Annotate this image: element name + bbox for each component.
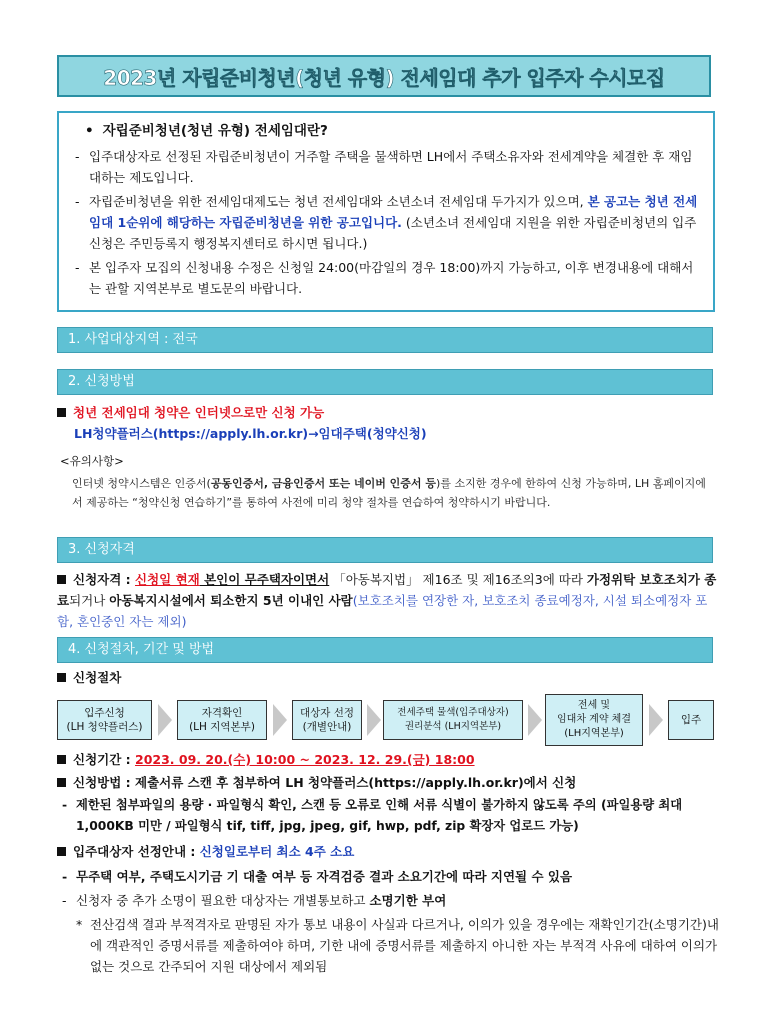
arrow-right-icon [367, 704, 381, 736]
procedure-label: 신청절차 [57, 668, 121, 688]
square-bullet-icon [57, 575, 66, 584]
square-bullet-icon [57, 408, 66, 417]
square-bullet-icon [57, 755, 66, 764]
intro-heading: • 자립준비청년(청년 유형) 전세임대란? [85, 121, 699, 142]
apply-link[interactable]: LH청약플러스(https://apply.lh.or.kr)→임대주택(청약신청) [74, 426, 427, 441]
how-line: 신청방법 : 제출서류 스캔 후 첨부하여 LH 청약플러스(https://apply.lh.or.kr)에서 신청 [57, 773, 717, 793]
step-verify: 자격확인 (LH 지역본부) [177, 700, 267, 740]
section-header-procedure: 4. 신청절차, 기간 및 방법 [57, 637, 713, 663]
step-contract: 전세 및 임대차 계약 체결 (LH지역본부) [545, 694, 643, 746]
how-detail: - 제한된 첨부파일의 용량 · 파일형식 확인, 스캔 등 오류로 인해 서류 식별이 불가하지 않도록 주의 (파일용량 최대 1,000KB 미만 / 파일형식 tif, tiff, jpg, jpeg, gif, hwp, pdf, zip 확장자 업로드 가능) [60, 795, 720, 840]
step-apply: 입주신청 (LH 청약플러스) [57, 700, 152, 740]
square-bullet-icon [57, 847, 66, 856]
section-header-qualification: 3. 신청자격 [57, 537, 713, 563]
qualification-text: 신청자격 : 신청일 현재 본인이 무주택자이면서 「아동복지법」 제16조 및 제16조의3에 따라 가정위탁 보호조치가 종료되거나 아동복지시설에서 퇴소한지 5년 이내인 사람(보호조치를 연장한 자, 보호조치 종료예정자, 시설 퇴소예정자 포함, 혼인중인 자는 제외) [57, 572, 717, 629]
section-header-method: 2. 신청방법 [57, 369, 713, 395]
asterisk-icon: * [76, 917, 83, 932]
intro-highlight: 본 공고는 청년 전세임대 1순위에 해당하는 자립준비청년을 위한 공고입니다. [89, 194, 698, 230]
intro-box [57, 111, 715, 312]
page-title: 2023년 자립준비청년(청년 유형) 전세임대 추가 입주자 수시모집 [57, 55, 711, 97]
step-move-in: 입주 [668, 700, 714, 740]
arrow-right-icon [649, 704, 663, 736]
selection-line: 입주대상자 선정안내 : 신청일로부터 최소 4주 소요 [57, 842, 354, 862]
procedure-flow [57, 694, 717, 750]
intro-item: - 본 입주자 모집의 신청내용 수정은 신청일 24:00(마감일의 경우 18:00)까지 가능하고, 이후 변경내용에 대해서는 관할 지역본부로 별도문의 바랍니다. [73, 257, 699, 299]
step-select: 대상자 선정 (개별안내) [292, 700, 362, 740]
section-header-region: 1. 사업대상지역 : 전국 [57, 327, 713, 353]
intro-item: - 자립준비청년을 위한 전세임대제도는 청년 전세임대와 소년소녀 전세임대 두가지가 있으며, 본 공고는 청년 전세임대 1순위에 해당하는 자립준비청년을 위한 공고입니다. (소년소녀 전세임대 지원을 위한 자립준비청년의 입주신청은 주민등록지 행정복지센터로 하시면 됩니다.) [73, 191, 699, 254]
method-line: 청년 전세임대 청약은 인터넷으로만 신청 가능 [57, 403, 324, 423]
arrow-right-icon [158, 704, 172, 736]
intro-item: - 입주대상자로 선정된 자립준비청년이 거주할 주택을 물색하면 LH에서 주택소유자와 전세계약을 체결한 후 재임대하는 제도입니다. [73, 146, 699, 188]
arrow-right-icon [273, 704, 287, 736]
caution-text: 인터넷 청약시스템은 인증서(공동인증서, 금융인증서 또는 네이버 인증서 등)를 소지한 경우에 한하여 신청 가능하며, LH 홈페이지에서 제공하는 “청약신청 연습하기”를 통하여 사전에 미리 청약 절차를 연습하여 청약하시기 바랍니다. [72, 477, 706, 509]
arrow-right-icon [528, 704, 542, 736]
square-bullet-icon [57, 778, 66, 787]
selection-details: - 무주택 여부, 주택도시기금 기 대출 여부 등 자격검증 결과 소요기간에 따라 지연될 수 있음 - 신청자 중 추가 소명이 필요한 대상자는 개별통보하고 소명기한 부여 * 전산검색 결과 부적격자로 판명된 자가 통보 내용이 사실과 다르거나, 이의가 있을 경우에는 재확인기간(소명기간)내에 객관적인 증명서류를 제출하여야 하며, 기한 내에 증명서류를 제출하지 아니한 자는 부적격 사유에 대하여 이의가 없는 것으로 간주되어 지원 대상에서 제외됨 [60, 866, 720, 977]
step-search: 전세주택 물색(입주대상자) 권리분석 (LH지역본부) [383, 700, 523, 740]
period-line: 신청기간 : 2023. 09. 20.(수) 10:00 ~ 2023. 12. 29.(금) 18:00 [57, 750, 475, 770]
square-bullet-icon [57, 673, 66, 682]
caution-title: <유의사항> [60, 454, 124, 468]
